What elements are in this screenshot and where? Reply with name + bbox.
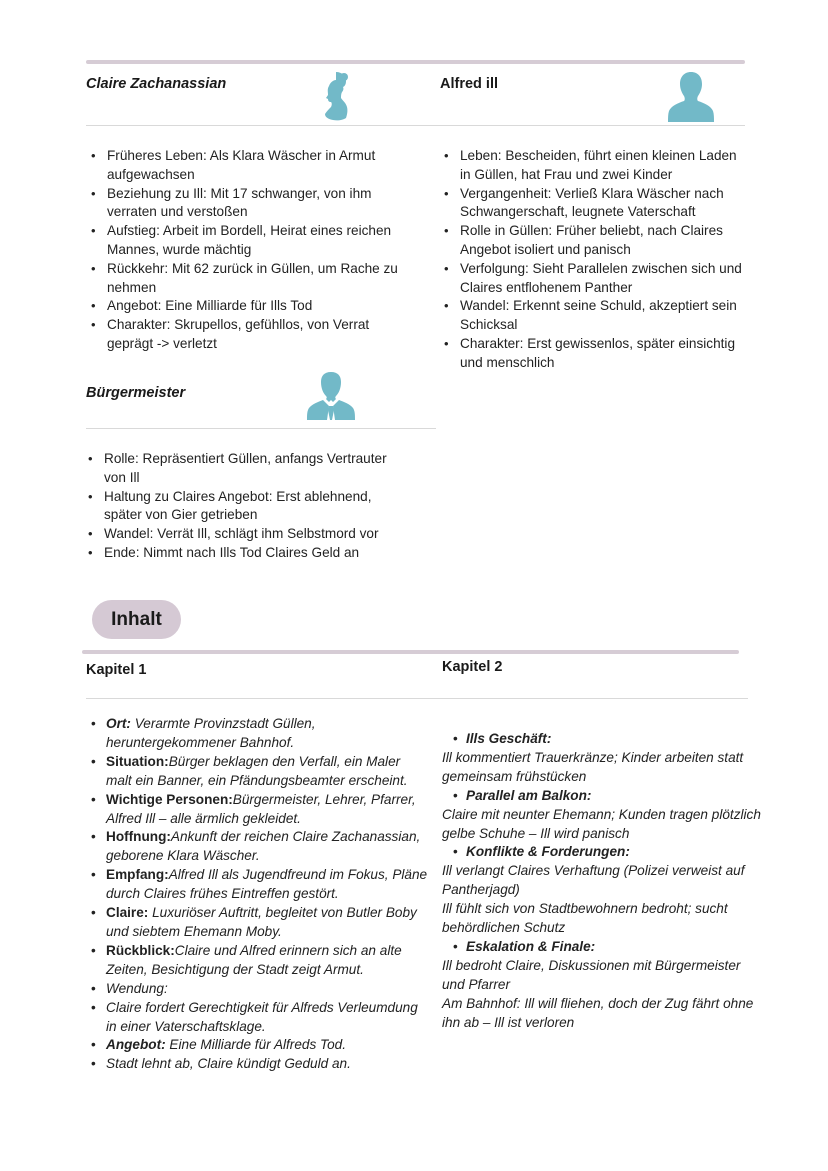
list-item: • Früheres Leben: Als Klara Wäscher in Armut aufgewachsen [87, 147, 407, 185]
list-item: • Vergangenheit: Verließ Klara Wäscher nach Schwangerschaft, leugnete Vaterschaft [440, 185, 750, 223]
man-silhouette-icon [666, 70, 716, 122]
list-item: • Ort: Verarmte Provinzstadt Güllen, heruntergekommener Bahnhof. [88, 715, 428, 753]
section-label-inhalt: Inhalt [92, 600, 181, 639]
inhalt-divider [82, 650, 739, 654]
list-item: • Rolle: Repräsentiert Güllen, anfangs Vertrauter von Ill [84, 450, 404, 488]
list-item: • Haltung zu Claires Angebot: Erst ablehnend, später von Gier getrieben [84, 488, 404, 526]
list-item: • Aufstieg: Arbeit im Bordell, Heirat eines reichen Mannes, wurde mächtig [87, 222, 407, 260]
list-item: • Wandel: Erkennt seine Schuld, akzeptiert sein Schicksal [440, 297, 750, 335]
buergermeister-bullet-list [84, 450, 404, 563]
list-item: • Empfang:Alfred Ill als Jugendfreund im Fokus, Pläne durch Claires frühes Eintreffen gestört. [88, 866, 428, 904]
section-text: Ill verlangt Claires Verhaftung (Polizei verweist auf Pantherjagd) [442, 863, 745, 898]
kapitel-2-title: Kapitel 2 [442, 659, 503, 675]
buergermeister-separator [86, 428, 436, 429]
section-text: Claire mit neunter Ehemann; Kunden tragen plötzlich gelbe Schuhe – Ill wird panisch [442, 806, 761, 841]
list-item: • Charakter: Erst gewissenlos, später einsichtig und menschlich [440, 335, 750, 373]
list-item: • Charakter: Skrupellos, gefühllos, von Verrat geprägt -> verletzt [87, 316, 407, 354]
businessman-silhouette-icon [305, 370, 357, 422]
list-item: • Wendung: [88, 980, 428, 999]
kapitel-1-list [88, 715, 428, 1074]
woman-silhouette-icon [318, 70, 354, 122]
list-item: • Situation:Bürger beklagen den Verfall, ein Maler malt ein Banner, ein Pfändungsbeamter erscheint. [88, 753, 428, 791]
section-text: Ill fühlt sich von Stadtbewohnern bedroht; sucht behördlichen Schutz [442, 901, 728, 936]
section-text: Ill bedroht Claire, Diskussionen mit Bürgermeister und Pfarrer [442, 957, 741, 992]
section-heading: • Ills Geschäft: [442, 730, 762, 749]
character-name-buergermeister: Bürgermeister [86, 385, 186, 401]
section-heading: • Konflikte & Forderungen: [442, 843, 762, 862]
characters-separator [86, 125, 745, 126]
section-heading: • Parallel am Balkon: [442, 787, 762, 806]
list-item: • Angebot: Eine Milliarde für Ills Tod [87, 297, 407, 316]
list-item: • Hoffnung:Ankunft der reichen Claire Zachanassian, geborene Klara Wäscher. [88, 828, 428, 866]
section-text: Ill kommentiert Trauerkränze; Kinder arbeiten statt gemeinsam frühstücken [442, 749, 744, 784]
list-item: • Leben: Bescheiden, führt einen kleinen Laden in Güllen, hat Frau und zwei Kinder [440, 147, 750, 185]
section-text: Am Bahnhof: Ill will fliehen, doch der Zug fährt ohne ihn ab – Ill ist verloren [442, 995, 754, 1030]
list-item: • Claire fordert Gerechtigkeit für Alfreds Verleumdung in einer Vaterschaftsklage. [88, 999, 428, 1037]
list-item: • Beziehung zu Ill: Mit 17 schwanger, von ihm verraten und verstoßen [87, 185, 407, 223]
list-item: • Verfolgung: Sieht Parallelen zwischen sich und Claires entflohenem Panther [440, 260, 750, 298]
top-divider [86, 60, 745, 64]
list-item: • Angebot: Eine Milliarde für Alfreds Tod. [88, 1036, 428, 1055]
kapitel-separator [86, 698, 748, 699]
list-item: • Wichtige Personen:Bürgermeister, Lehrer, Pfarrer, Alfred Ill – alle ärmlich gekleidet. [88, 791, 428, 829]
alfred-bullet-list [440, 147, 750, 373]
list-item: • Rückblick:Claire und Alfred erinnern sich an alte Zeiten, Besichtigung der Stadt zeigt Armut. [88, 942, 428, 980]
list-item: • Stadt lehnt ab, Claire kündigt Geduld an. [88, 1055, 428, 1074]
character-name-claire: Claire Zachanassian [86, 76, 227, 92]
list-item: • Rückkehr: Mit 62 zurück in Güllen, um Rache zu nehmen [87, 260, 407, 298]
claire-bullet-list [87, 147, 407, 354]
kapitel-1-title: Kapitel 1 [86, 662, 147, 678]
list-item: • Ende: Nimmt nach Ills Tod Claires Geld an [84, 544, 404, 563]
kapitel-2-content [442, 730, 762, 1033]
section-heading: • Eskalation & Finale: [442, 938, 762, 957]
list-item: • Claire: Luxuriöser Auftritt, begleitet von Butler Boby und siebtem Ehemann Moby. [88, 904, 428, 942]
list-item: • Wandel: Verrät Ill, schlägt ihm Selbstmord vor [84, 525, 404, 544]
list-item: • Rolle in Güllen: Früher beliebt, nach Claires Angebot isoliert und panisch [440, 222, 750, 260]
character-name-alfred: Alfred ill [440, 76, 499, 92]
